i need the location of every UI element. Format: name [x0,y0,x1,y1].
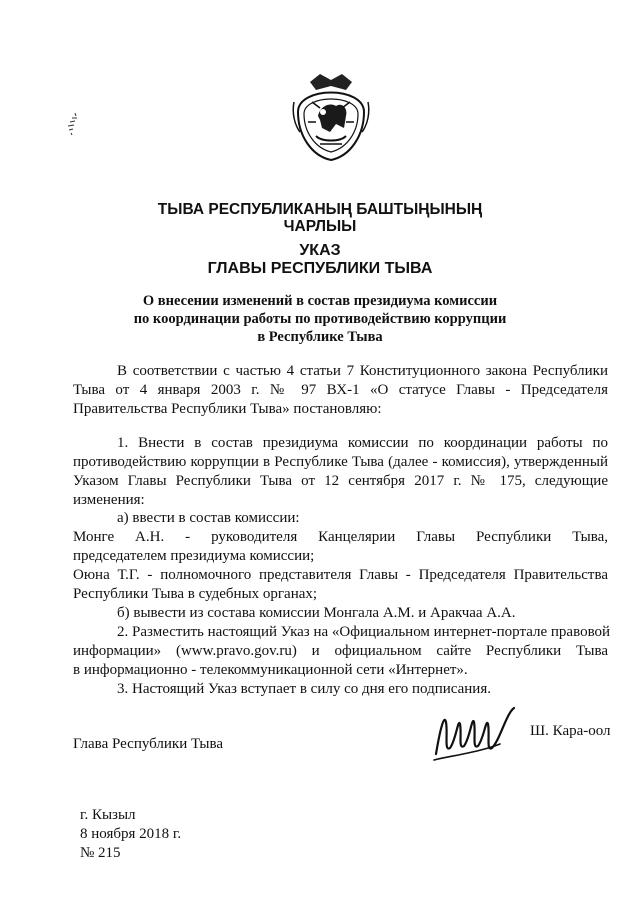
decree-title-line-1: О внесении изменений в состав президиума комиссии [142,293,498,309]
preamble-line-3: Правительства Республики Тыва» постановляю: [73,401,382,417]
item1-line-2: противодействию коррупции в Республике Тыва (далее - комиссия), утвержденный [73,454,608,470]
item1a-line-1: а) ввести в состав комиссии: [117,510,300,526]
scan-mark-icon [66,112,80,136]
item2-line-3: в информационно - телекоммуникационной сети «Интернет». [73,662,468,678]
item1-line-1: 1. Внести в состав президиума комиссии по координации работы по [117,435,608,451]
item1-line-3: Указом Главы Республики Тыва от 12 сентября 2017 г. № 175, следующие [73,473,608,489]
preamble-line-1: В соответствии с частью 4 статьи 7 Конституционного закона Республики [117,363,608,379]
item1a-line-4: Оюна Т.Г. - полномочного представителя Главы - Председателя Правительства [73,567,608,583]
signatory-position: Глава Республики Тыва [73,736,224,752]
footer-city: г. Кызыл [80,807,136,823]
header-glava: ГЛАВЫ РЕСПУБЛИКИ ТЫВА [207,260,433,277]
decree-title-line-2: по координации работы по противодействию коррупции [133,311,507,327]
item3-line-1: 3. Настоящий Указ вступает в силу со дня его подписания. [117,681,491,697]
item2-line-1: 2. Разместить настоящий Указ на «Официальном интернет-портале правовой [117,624,611,640]
item1b-line-1: б) вывести из состава комиссии Монгала А.М. и Аракчаа А.А. [117,605,516,621]
tuva-coat-of-arms-icon [290,72,372,162]
footer-date: 8 ноября 2018 г. [80,826,182,842]
item1a-line-3: председателем президиума комиссии; [73,548,315,564]
footer-number: № 215 [80,845,121,861]
decree-title-line-3: в Республике Тыва [257,329,383,345]
item1-line-4: изменения: [73,492,145,508]
header-line-tuvan: ТЫВА РЕСПУБЛИКАНЫҢ БАШТЫҢЫНЫҢ [157,201,483,218]
signatory-name: Ш. Кара-оол [530,723,611,739]
preamble-line-2: Тыва от 4 января 2003 г. № 97 ВХ-1 «О статусе Главы - Председателя [73,382,608,398]
item1a-line-5: Республики Тыва в судебных органах; [73,586,318,602]
handwritten-signature-icon [430,700,520,766]
item1a-line-2: Монге А.Н. - руководителя Канцелярии Главы Республики Тыва, [73,529,608,545]
header-line-charlyy: ЧАРЛЫЫ [283,218,357,235]
item2-line-2: информации» (www.pravo.gov.ru) и официальном сайте Республики Тыва [73,643,608,659]
header-ukaz: УКАЗ [299,242,341,259]
